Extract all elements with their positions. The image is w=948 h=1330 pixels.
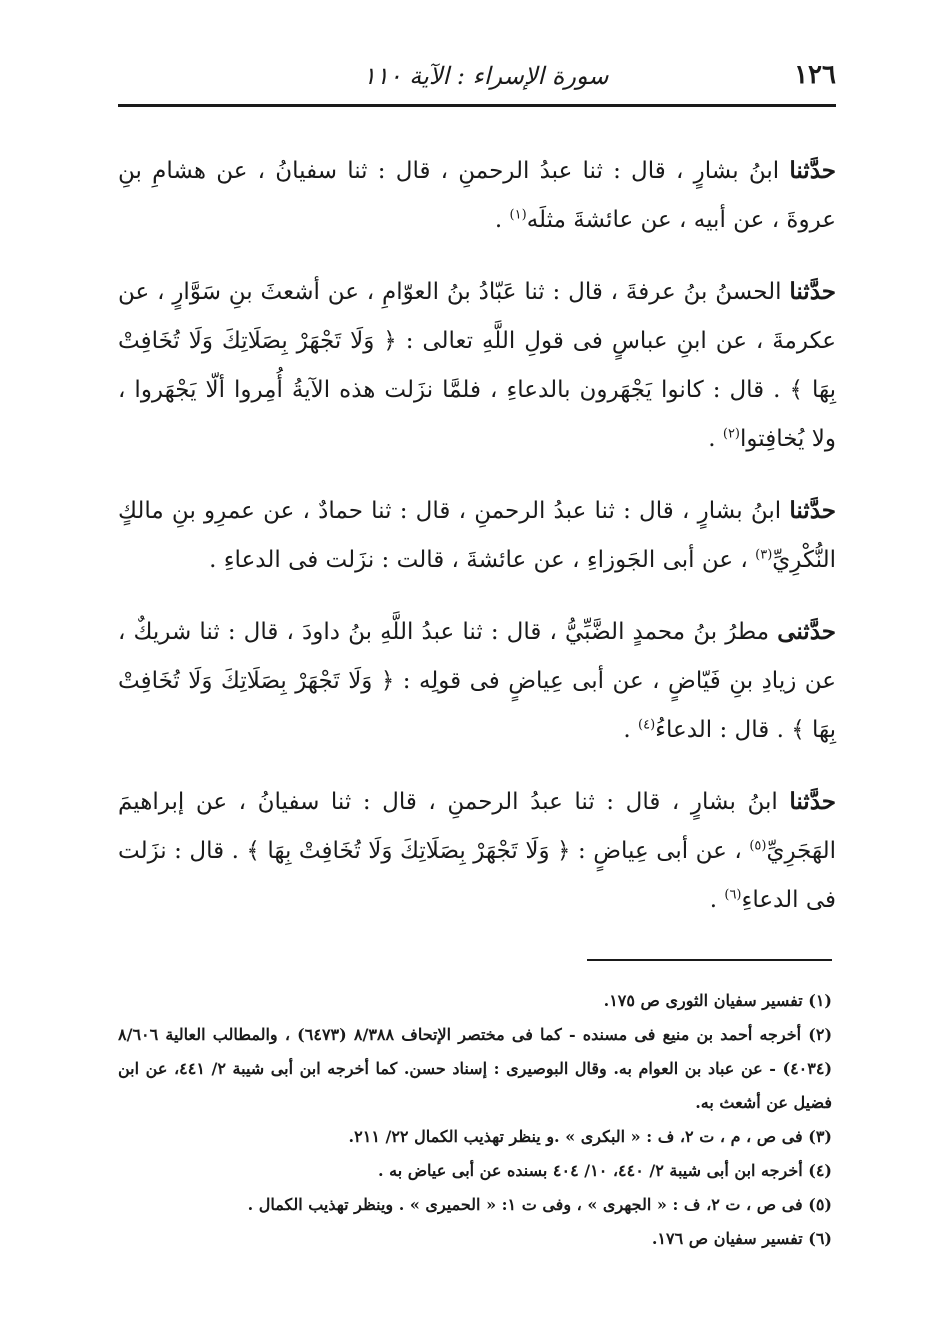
paragraph-lead: حدَّثنا	[789, 788, 836, 815]
footnote-marker: (١)	[509, 207, 527, 223]
paragraph-tail: .	[708, 426, 723, 452]
paragraph-text: الحسنُ بنُ عرفةَ ، قال : ثنا عَبّادُ بنُ العوّامِ ، عن أشعثَ بنِ سَوَّارٍ ، عن عكرمةَ ، عن ابنِ عباسٍ فى قولِ اللَّهِ تعالى : ﴿ وَلَا تَجْهَرْ بِصَلَاتِكَ وَلَا تُخَافِتْ بِهَا ﴾ . قال : كانوا يَجْهَرون بالدعاءِ ، فلمَّا نزَلت هذه الآيةُ أُمِروا ألّا يَجْهَروا ، ولا يُخافِتوا	[118, 279, 836, 452]
footnotes	[118, 984, 832, 1256]
hadith-paragraph	[118, 486, 836, 585]
running-title: سورة الإسراء : الآية ١١٠	[363, 62, 609, 90]
footnote-marker: (٦)	[724, 887, 742, 903]
footnote: (٢) أخرجه أحمد بن منيع فى مسنده - كما فى مختصر الإتحاف ٨/٣٨٨ (٦٤٧٣) ، والمطالب العالية ٨/٦٠٦ (٤٠٣٤) - عن عباد بن العوام به. وقال البوصيرى : إسناد حسن. كما أخرجه ابن أبى شيبة ٢/ ٤٤١، عن ابن فضيل عن أشعث به.	[118, 1025, 833, 1112]
paragraph-lead: حدَّثنا	[789, 497, 836, 524]
paragraph-text: مطرُ بنُ محمدٍ الضَّبِّيُّ ، قال : ثنا عبدُ اللَّهِ بنُ داودَ ، قال : ثنا شريكٌ ، عن زيادِ بنِ فَيّاضٍ ، عن أبى عِياضٍ فى قولِه : ﴿ وَلَا تَجْهَرْ بِصَلَاتِكَ وَلَا تُخَافِتْ بِهَا ﴾ . قال : الدعاءُ	[118, 619, 836, 743]
paragraph-tail: .	[623, 717, 639, 743]
paragraph-lead: حدَّثنا	[789, 278, 836, 305]
paragraph-lead: حدَّثنا	[789, 157, 836, 184]
footnote: (٤) أخرجه ابن أبى شيبة ٢/ ٤٤٠، ١٠/ ٤٠٤ بسنده عن أبى عياض به .	[377, 1161, 832, 1180]
footnote: (٦) تفسير سفيان ص ١٧٦.	[651, 1229, 832, 1248]
footnote: (٣) فى ص ، م ، ت ٢، ف : « البكرى » .و ينظر تهذيب الكمال ٢٢/ ٢١١.	[348, 1127, 832, 1146]
footnote-marker: (٢)	[722, 426, 740, 442]
page-number: ١٢٦	[794, 60, 836, 90]
footnote-marker: (٤)	[638, 717, 656, 733]
paragraph-tail: .	[494, 207, 510, 233]
hadith-paragraph	[118, 777, 836, 925]
hadith-paragraph	[118, 146, 836, 245]
paragraph-tail: ، عن أبى الجَوزاءِ ، عن عائشةَ ، قالت : نزَلت فى الدعاءِ .	[209, 547, 756, 573]
page-header	[118, 56, 836, 100]
paragraph-lead: حدَّثنى	[777, 618, 836, 645]
footnote-divider	[587, 959, 832, 961]
footnote-marker: (٥)	[749, 838, 767, 854]
hadith-paragraph	[118, 267, 836, 464]
header-divider	[118, 104, 836, 107]
footnote-marker: (٣)	[755, 547, 773, 563]
footnote: (١) تفسير سفيان الثورى ص ١٧٥.	[603, 991, 832, 1010]
paragraph-text: ابنُ بشارٍ ، قال : ثنا عبدُ الرحمنِ ، قال : ثنا سفيانُ ، عن إبراهيمَ الهَجَرِيِّ	[118, 789, 836, 864]
paragraph-tail: ، عن أبى عِياضٍ : ﴿ وَلَا تَجْهَرْ بِصَلَاتِكَ وَلَا تُخَافِتْ بِهَا ﴾ . قال : نزَلت فى الدعاءِ	[118, 838, 836, 913]
footnote: (٥) فى ص ، ت ٢، ف : « الجهرى » ، وفى ت ١: « الحميرى » . وينظر تهذيب الكمال .	[247, 1195, 832, 1214]
paragraph-text: ابنُ بشارٍ ، قال : ثنا عبدُ الرحمنِ ، قال : ثنا حمادٌ ، عن عمرِو بنِ مالكٍ النُّكْرِيِّ	[118, 498, 836, 573]
main-text	[118, 146, 836, 947]
hadith-paragraph	[118, 607, 836, 755]
paragraph-text: ابنُ بشارٍ ، قال : ثنا عبدُ الرحمنِ ، قال : ثنا سفيانُ ، عن هشامِ بنِ عروةَ ، عن أبيه ، عن عائشةَ مثلَه	[118, 158, 836, 233]
paragraph-tail: .	[709, 887, 725, 913]
